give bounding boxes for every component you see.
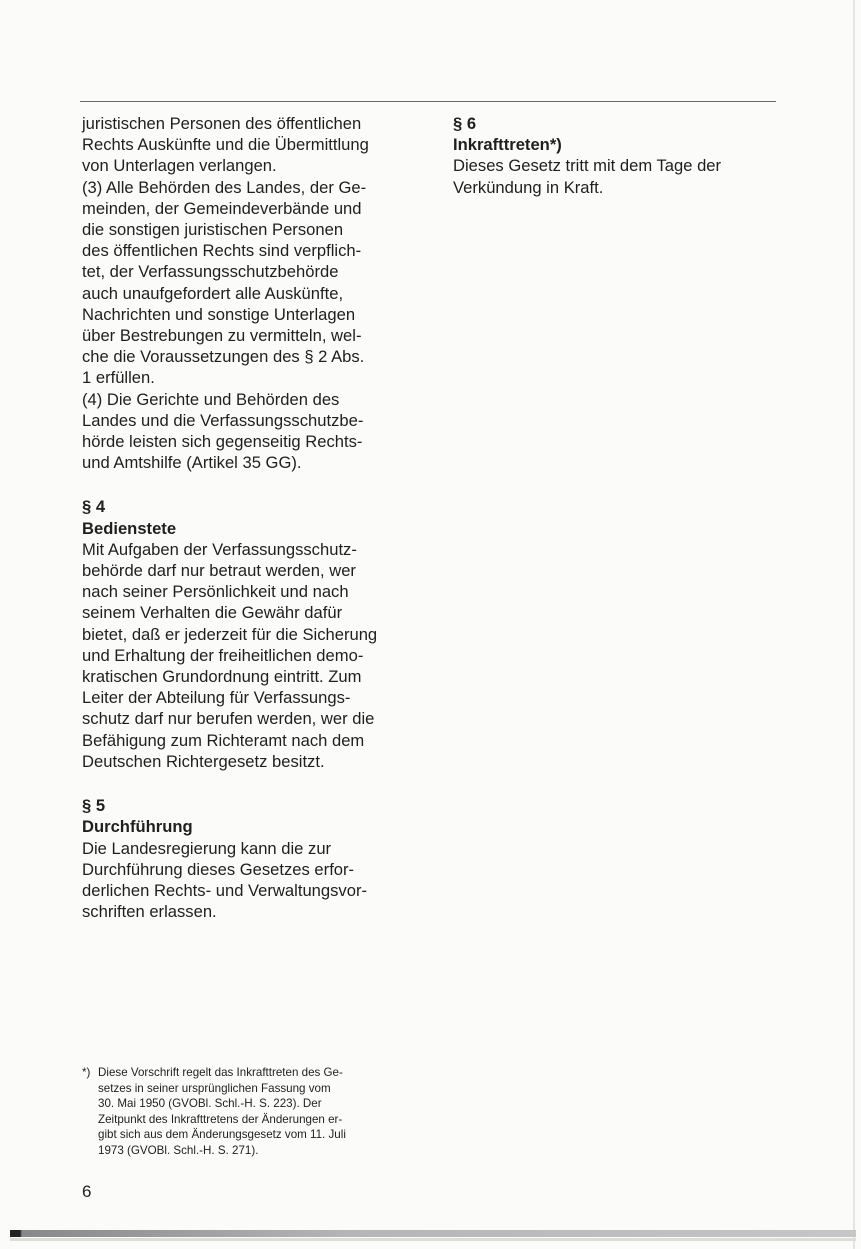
section-number: § 4 bbox=[82, 497, 106, 517]
section-title: Inkrafttreten*) bbox=[453, 135, 562, 155]
text-line: meinden, der Gemeindeverbände und bbox=[82, 198, 362, 218]
text-line: und Erhaltung der freiheitlichen demo- bbox=[82, 645, 364, 665]
footnote-line: Diese Vorschrift regelt das Inkrafttreten des Ge- bbox=[98, 1066, 343, 1079]
footnote-line: 1973 (GVOBl. Schl.-H. S. 271). bbox=[98, 1143, 259, 1157]
page-number: 6 bbox=[82, 1182, 92, 1201]
footnote-line: setzes in seiner ursprünglichen Fassung vom bbox=[98, 1081, 331, 1095]
right-column bbox=[453, 113, 775, 198]
text-line: die sonstigen juristischen Personen bbox=[82, 220, 344, 240]
text-line: und Amtshilfe (Artikel 35 GG). bbox=[82, 453, 302, 473]
text-line: Rechts Auskünfte und die Übermittlung bbox=[82, 135, 369, 155]
text-line: che die Voraussetzungen des § 2 Abs. bbox=[82, 347, 365, 367]
section-5 bbox=[82, 795, 404, 922]
text-line: Deutschen Richtergesetz besitzt. bbox=[82, 751, 325, 771]
section-title: Bedienstete bbox=[82, 518, 177, 538]
intro-text bbox=[82, 113, 404, 177]
scan-edge-shadow bbox=[10, 1238, 856, 1241]
text-line: Die Landesregierung kann die zur bbox=[82, 838, 332, 858]
text-line: des öffentlichen Rechts sind verpflich- bbox=[82, 241, 362, 261]
text-line: schriften erlassen. bbox=[82, 902, 217, 922]
page-edge bbox=[853, 0, 855, 1249]
footnote-line: 30. Mai 1950 (GVOBl. Schl.-H. S. 223). Der bbox=[98, 1097, 322, 1111]
text-line: hörde leisten sich gegenseitig Rechts- bbox=[82, 432, 363, 452]
text-line: auch unaufgefordert alle Auskünfte, bbox=[82, 283, 344, 303]
section-number: § 6 bbox=[453, 114, 477, 133]
text-line: juristischen Personen des öffentlichen bbox=[82, 114, 362, 133]
text-line: bietet, daß er jederzeit für die Sicherung bbox=[82, 624, 378, 644]
section-title: Durchführung bbox=[82, 817, 193, 837]
text-line: Dieses Gesetz tritt mit dem Tage der bbox=[453, 156, 722, 176]
text-line: Nachrichten und sonstige Unterlagen bbox=[82, 304, 356, 324]
text-line: von Unterlagen verlangen. bbox=[82, 156, 277, 176]
text-line: Verkündung in Kraft. bbox=[453, 177, 604, 197]
text-line: Leiter der Abteilung für Verfassungs- bbox=[82, 688, 351, 708]
text-line: Befähigung zum Richteramt nach dem bbox=[82, 730, 365, 750]
text-line: Landes und die Verfassungsschutzbe- bbox=[82, 410, 364, 430]
left-column bbox=[82, 113, 404, 922]
text-line: Mit Aufgaben der Verfassungsschutz- bbox=[82, 539, 357, 559]
text-line: behörde darf nur betraut werden, wer bbox=[82, 561, 356, 581]
text-line: kratischen Grundordnung eintritt. Zum bbox=[82, 667, 362, 687]
section-number: § 5 bbox=[82, 796, 106, 816]
paragraph-3 bbox=[82, 177, 404, 389]
section-6 bbox=[453, 113, 775, 198]
footnote-line: Zeitpunkt des Inkrafttretens der Änderungen er- bbox=[98, 1112, 343, 1126]
text-line: tet, der Verfassungsschutzbehörde bbox=[82, 262, 339, 282]
scan-edge-bar bbox=[10, 1230, 856, 1237]
text-line: derlichen Rechts- und Verwaltungsvor- bbox=[82, 880, 368, 900]
footnote-line: gibt sich aus dem Änderungsgesetz vom 11. Juli bbox=[98, 1128, 346, 1142]
text-line: (4) Die Gerichte und Behörden des bbox=[82, 389, 340, 409]
footnote-marker: *) bbox=[82, 1066, 91, 1079]
footnote bbox=[82, 1065, 408, 1159]
text-line: über Bestrebungen zu vermitteln, wel- bbox=[82, 326, 362, 346]
text-line: Durchführung dieses Gesetzes erfor- bbox=[82, 859, 355, 879]
paragraph-4 bbox=[82, 389, 404, 474]
section-4 bbox=[82, 496, 404, 772]
text-line: nach seiner Persönlichkeit und nach bbox=[82, 582, 349, 602]
text-line: (3) Alle Behörden des Landes, der Ge- bbox=[82, 177, 367, 197]
footnote-first-line bbox=[82, 1065, 408, 1081]
text-line: 1 erfüllen. bbox=[82, 368, 155, 388]
top-rule bbox=[80, 101, 776, 102]
text-line: seinem Verhalten die Gewähr dafür bbox=[82, 603, 343, 623]
text-line: schutz darf nur berufen werden, wer die bbox=[82, 709, 375, 729]
